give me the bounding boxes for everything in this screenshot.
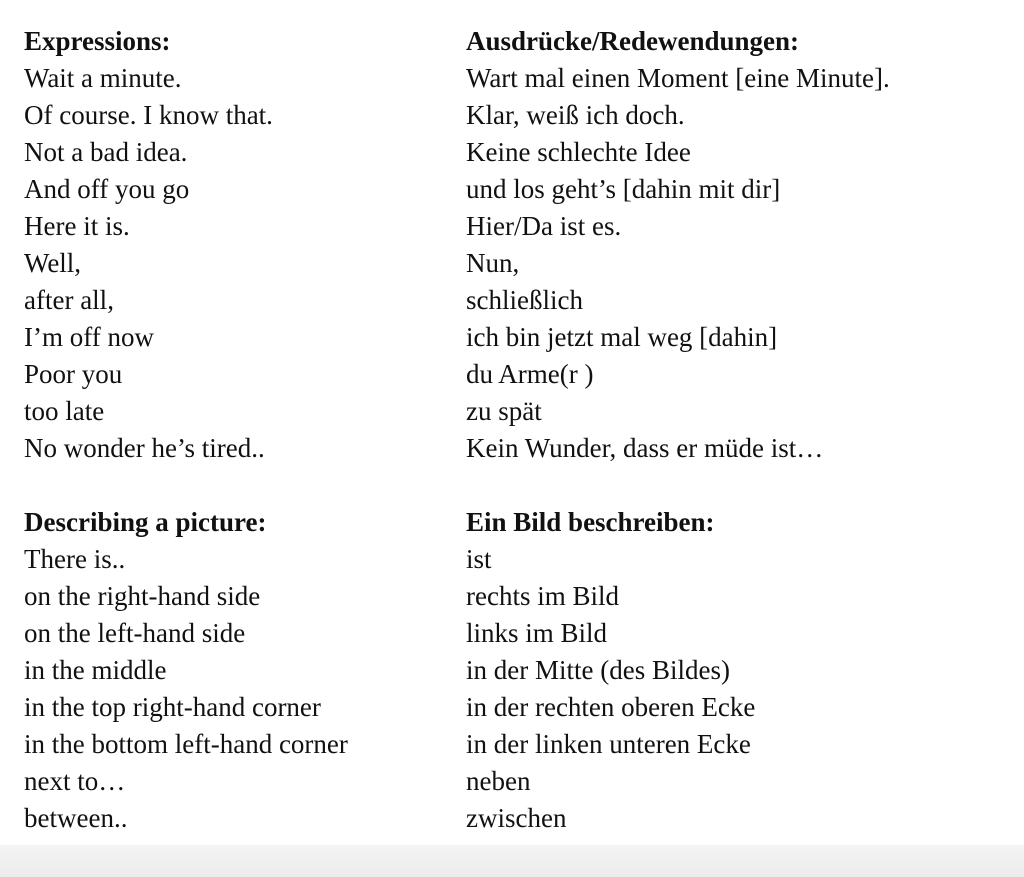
picture-phrase-de: links im Bild (466, 618, 608, 648)
expression-en: I’m off now (24, 322, 154, 352)
picture-phrase-en: in the bottom left-hand corner (24, 729, 348, 759)
expression-de: Klar, weiß ich doch. (466, 100, 685, 130)
picture-phrase-de: in der Mitte (des Bildes) (466, 655, 730, 685)
english-column (24, 23, 444, 837)
picture-phrase-en: on the left-hand side (24, 618, 246, 648)
expression-en: after all, (24, 285, 114, 315)
section-spacer (24, 467, 444, 504)
picture-phrase-en: in the top right-hand corner (24, 692, 321, 722)
expression-en: Poor you (24, 359, 123, 389)
expression-de: du Arme(r ) (466, 359, 594, 389)
expression-de: Keine schlechte Idee (466, 137, 691, 167)
picture-heading-de: Ein Bild beschreiben: (466, 507, 715, 537)
picture-phrase-en: in the middle (24, 655, 167, 685)
picture-phrase-de: in der rechten oberen Ecke (466, 692, 756, 722)
expression-en: Well, (24, 248, 82, 278)
expression-de: Nun, (466, 248, 520, 278)
expression-en: Not a bad idea. (24, 137, 188, 167)
expressions-heading-de: Ausdrücke/Redewendungen: (466, 26, 800, 56)
page-bottom-edge (0, 845, 1024, 877)
expression-de: schließlich (466, 285, 583, 315)
picture-phrase-de: ist (466, 544, 492, 574)
picture-phrase-de: in der linken unteren Ecke (466, 729, 751, 759)
section-spacer (466, 467, 1016, 504)
expression-de: Kein Wunder, dass er müde ist… (466, 433, 824, 463)
expression-de: Wart mal einen Moment [eine Minute]. (466, 63, 890, 93)
expression-en: Of course. I know that. (24, 100, 273, 130)
expression-de: zu spät (466, 396, 542, 426)
expression-en: Here it is. (24, 211, 130, 241)
picture-phrase-de: neben (466, 766, 531, 796)
picture-phrase-de: zwischen (466, 803, 567, 833)
picture-phrase-en: There is.. (24, 544, 126, 574)
expression-de: ich bin jetzt mal weg [dahin] (466, 322, 778, 352)
german-column (466, 23, 1016, 837)
picture-heading-en: Describing a picture: (24, 507, 267, 537)
picture-phrase-de: rechts im Bild (466, 581, 619, 611)
picture-phrase-en: on the right-hand side (24, 581, 261, 611)
expression-en: No wonder he’s tired.. (24, 433, 265, 463)
expression-en: Wait a minute. (24, 63, 182, 93)
expression-en: too late (24, 396, 105, 426)
expression-en: And off you go (24, 174, 190, 204)
expression-de: Hier/Da ist es. (466, 211, 622, 241)
expressions-heading-en: Expressions: (24, 26, 171, 56)
picture-phrase-en: next to… (24, 766, 126, 796)
picture-phrase-en: between.. (24, 803, 128, 833)
expression-de: und los geht’s [dahin mit dir] (466, 174, 781, 204)
